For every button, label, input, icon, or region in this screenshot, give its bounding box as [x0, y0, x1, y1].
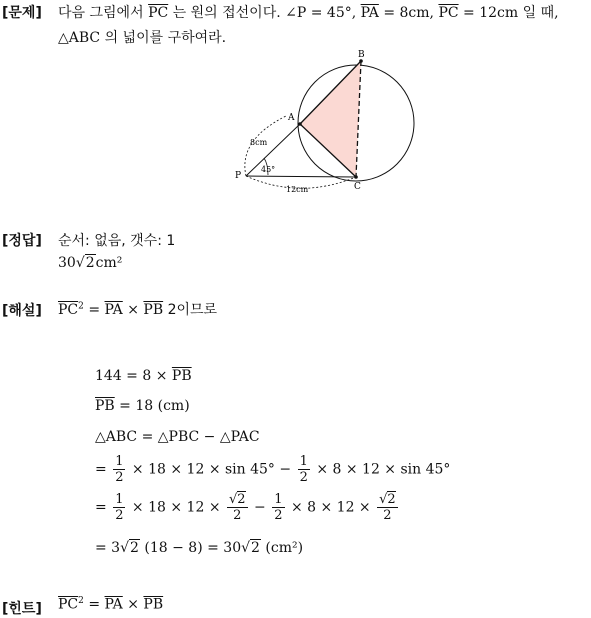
- fraction-half: [113, 492, 125, 523]
- problem-text: 는 원의 접선이다. ∠P = 45°,: [172, 5, 357, 21]
- fraction-half: [272, 492, 284, 523]
- segment-pc: $\overline{PC}$: [148, 5, 169, 21]
- problem-text: = 8cm,: [383, 5, 434, 21]
- denominator: 2: [115, 470, 124, 485]
- point-c-dot: [354, 175, 358, 179]
- answer-unit: cm²: [95, 255, 123, 271]
- numerator: 1: [274, 492, 283, 507]
- explanation-intro: [58, 299, 217, 319]
- step-text: × 8 × 12 ×: [290, 499, 371, 516]
- denominator: 2: [274, 508, 283, 523]
- numerator: 1: [299, 454, 308, 469]
- segment-pb: $\overline{PB}$: [143, 596, 164, 613]
- step-3: △ABC = △PBC − △PAC: [95, 429, 260, 445]
- point-a-dot: [298, 122, 302, 126]
- sqrt-radicand: 2: [387, 492, 396, 507]
- segment-pc: $\overline{PC}$: [58, 596, 79, 613]
- problem-text: = 12cm 일 때,: [463, 5, 559, 21]
- answer-meta: 순서: 없음, 갯수: 1: [58, 233, 176, 249]
- segment-pa: $\overline{PA}$: [360, 5, 379, 21]
- problem-text: 다음 그림에서: [58, 5, 144, 21]
- angle-label: 45°: [261, 165, 276, 174]
- numerator: √2: [379, 492, 396, 507]
- step-text: × 18 × 12 × sin 45° −: [131, 461, 292, 478]
- sqrt-radicand: 2: [237, 492, 246, 507]
- fraction-half: [113, 454, 125, 485]
- step-text: (18 − 8) = 30: [144, 540, 242, 556]
- denominator: 2: [299, 470, 308, 485]
- step-text: 144 = 8 ×: [95, 368, 168, 384]
- step-5: [95, 492, 400, 523]
- numerator: √2: [229, 492, 246, 507]
- fraction-half: [298, 454, 310, 485]
- point-b-label: B: [358, 50, 365, 60]
- step-text: =: [95, 499, 107, 516]
- denominator: 2: [115, 508, 124, 523]
- step-text: −: [254, 499, 266, 516]
- step-text: (cm²): [265, 540, 304, 556]
- times: ×: [127, 302, 139, 318]
- problem-line-2: △ABC 의 넓이를 구하여라.: [58, 30, 227, 46]
- denominator: 2: [383, 508, 392, 523]
- step-text: = 18 (cm): [119, 398, 190, 414]
- line-pc: [246, 176, 356, 177]
- step-4: [95, 454, 450, 485]
- numerator: 1: [115, 454, 124, 469]
- sqrt-radicand: 2: [251, 540, 260, 556]
- geometry-figure: [230, 48, 430, 198]
- answer-label: [정답]: [2, 233, 42, 249]
- step-6: [95, 540, 303, 556]
- segment-pa: $\overline{PA}$: [104, 302, 123, 318]
- equals: =: [88, 596, 101, 613]
- exponent: 2: [78, 301, 84, 312]
- equals: =: [88, 302, 101, 318]
- sqrt: √2: [241, 540, 260, 556]
- fraction-root2-over-2: [377, 492, 398, 523]
- problem-line-1: [58, 2, 559, 22]
- answer-value: [58, 255, 122, 271]
- exponent: 2: [78, 596, 84, 606]
- segment-pa: $\overline{PA}$: [104, 596, 123, 613]
- segment-pb: $\overline{PB}$: [95, 398, 115, 414]
- explanation-tail: 2이므로: [167, 302, 218, 318]
- sqrt-radicand: 2: [85, 255, 95, 271]
- step-2: [95, 398, 190, 414]
- fraction-root2-over-2: [227, 492, 248, 523]
- length-pa-label: 8cm: [250, 138, 268, 147]
- sqrt: √2: [75, 255, 95, 271]
- sqrt-radicand: 2: [130, 540, 139, 556]
- explanation-label: [해설]: [2, 303, 42, 319]
- point-p-label: P: [235, 171, 242, 181]
- step-text: = 3: [95, 540, 121, 556]
- hint-label: [힌트]: [2, 601, 42, 617]
- triangle-abc: [300, 61, 361, 177]
- segment-pb: $\overline{PB}$: [143, 302, 164, 318]
- segment-pc: $\overline{PC}$: [58, 302, 79, 318]
- hint-text: [58, 596, 163, 613]
- answer-coef: 30: [58, 255, 76, 271]
- segment-pc: $\overline{PC}$: [438, 5, 459, 21]
- step-text: × 18 × 12 ×: [131, 499, 221, 516]
- length-pc-label: 12cm: [286, 185, 309, 194]
- step-1: [95, 368, 192, 384]
- numerator: 1: [115, 492, 124, 507]
- denominator: 2: [233, 508, 242, 523]
- times: ×: [127, 596, 139, 613]
- step-text: × 8 × 12 × sin 45°: [316, 461, 451, 478]
- problem-label: [문제]: [2, 5, 42, 21]
- segment-pb: $\overline{PB}$: [171, 368, 192, 384]
- sqrt: √2: [120, 540, 139, 556]
- point-a-label: A: [288, 113, 295, 123]
- step-text: =: [95, 461, 107, 478]
- point-c-label: C: [354, 182, 361, 192]
